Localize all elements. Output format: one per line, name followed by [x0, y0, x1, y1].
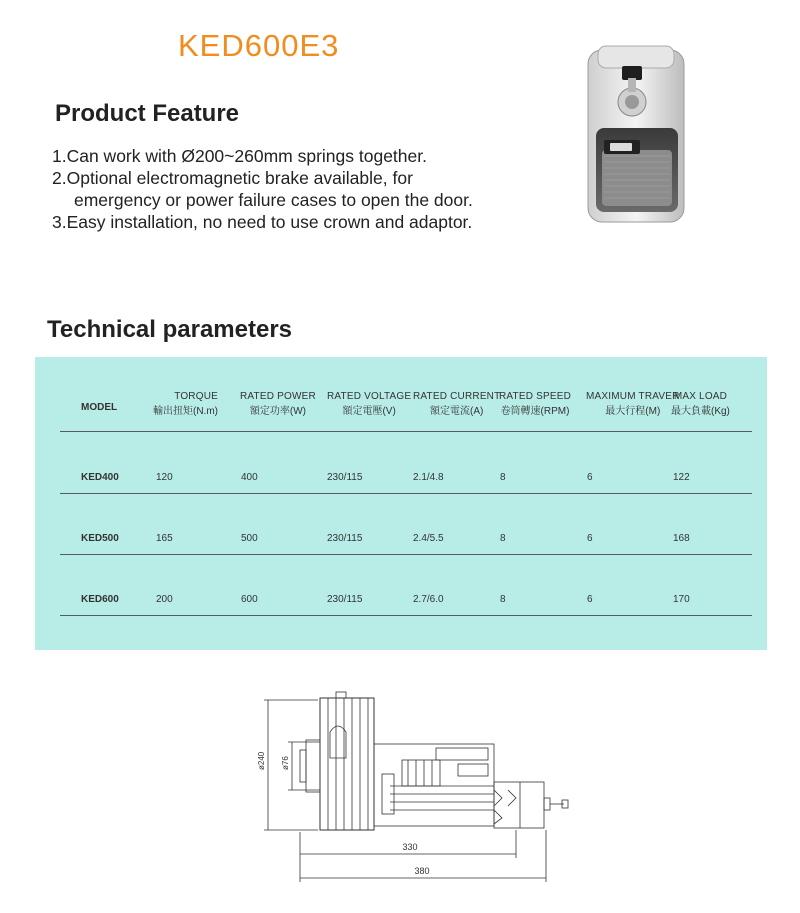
column-header-rated-current: RATED CURRENT 額定電流(A) [413, 391, 501, 417]
row-ked600-power: 600 [241, 594, 258, 605]
dimension-label-76: ø76 [281, 756, 290, 770]
row-ked500-torque: 165 [156, 533, 173, 544]
table-divider [60, 493, 752, 494]
row-ked600-voltage: 230/115 [327, 594, 363, 605]
row-ked400-torque: 120 [156, 472, 173, 483]
column-header-rated-speed: RATED SPEED 卷筒轉速(RPM) [499, 391, 572, 417]
row-ked400-current: 2.1/4.8 [413, 472, 444, 483]
feature-item-2-continued: emergency or power failure cases to open the door. [74, 190, 473, 210]
row-ked400-travel: 6 [587, 472, 593, 483]
feature-item-1: 1.Can work with Ø200~260mm springs together. [52, 146, 427, 166]
row-ked600-current: 2.7/6.0 [413, 594, 444, 605]
dimension-label-380: 380 [414, 866, 430, 876]
dimension-label-330: 330 [402, 842, 418, 852]
row-ked600-speed: 8 [500, 594, 506, 605]
column-header-model: MODEL [81, 402, 118, 413]
column-header-rated-voltage: RATED VOLTAGE 額定電壓(V) [327, 391, 412, 417]
row-ked600-load: 170 [673, 594, 690, 605]
feature-heading: Product Feature [55, 100, 240, 127]
row-ked500-load: 168 [673, 533, 690, 544]
feature-item-2: 2.Optional electromagnetic brake available, for [52, 168, 413, 188]
feature-item-3: 3.Easy installation, no need to use crown and adaptor. [52, 212, 473, 232]
row-ked400-model: KED400 [81, 472, 119, 483]
row-ked400-load: 122 [673, 472, 690, 483]
dimension-label-240: ø240 [257, 751, 266, 770]
column-header-torque: TORQUE 輸出扭矩(N.m) [153, 391, 218, 417]
parameters-table [35, 357, 767, 650]
technical-heading: Technical parameters [47, 316, 293, 343]
row-ked500-voltage: 230/115 [327, 533, 363, 544]
row-ked600-torque: 200 [156, 594, 173, 605]
row-ked600-model: KED600 [81, 594, 119, 605]
row-ked500-current: 2.4/5.5 [413, 533, 444, 544]
column-header-rated-power: RATED POWER 額定功率(W) [240, 391, 316, 417]
row-ked400-power: 400 [241, 472, 258, 483]
product-photo [584, 44, 688, 224]
column-header-maximum-travel: MAXIMUM TRAVER 最大行程(M) [586, 391, 680, 417]
row-ked500-travel: 6 [587, 533, 593, 544]
row-ked600-travel: 6 [587, 594, 593, 605]
product-title: KED600E3 [178, 28, 340, 63]
row-ked400-voltage: 230/115 [327, 472, 363, 483]
column-header-max-load: MAX LOAD 最大負載(Kg) [671, 391, 730, 417]
row-ked500-power: 500 [241, 533, 258, 544]
row-ked500-model: KED500 [81, 533, 119, 544]
feature-list [52, 145, 562, 233]
table-divider [60, 431, 752, 432]
table-divider [60, 554, 752, 555]
table-divider [60, 615, 752, 616]
row-ked500-speed: 8 [500, 533, 506, 544]
dimension-drawing [250, 690, 580, 890]
row-ked400-speed: 8 [500, 472, 506, 483]
